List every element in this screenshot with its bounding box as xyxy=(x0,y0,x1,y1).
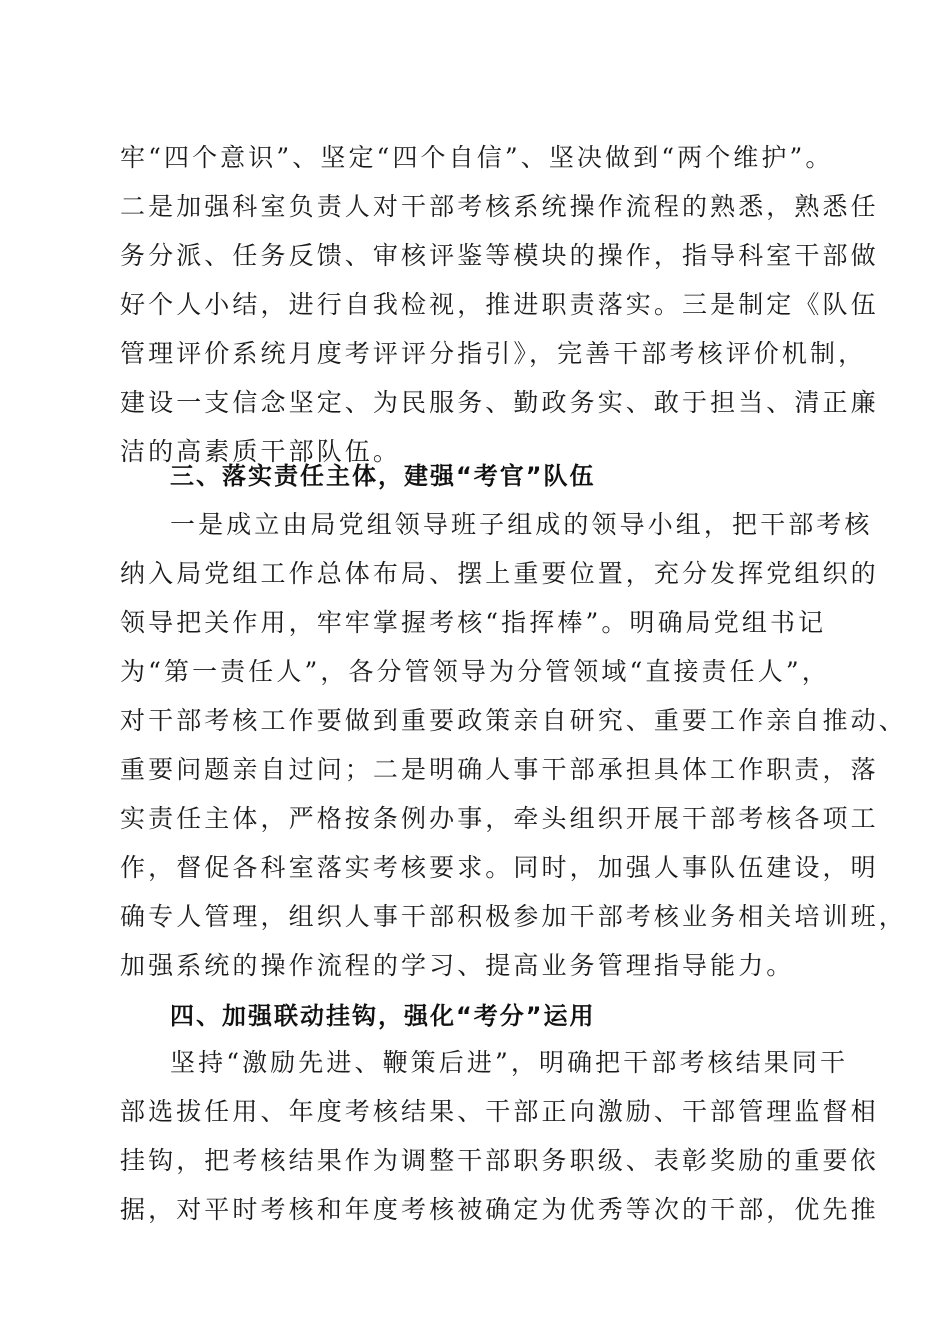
paragraph-line: 二是加强科室负责人对干部考核系统操作流程的熟悉，熟悉任 xyxy=(120,192,879,221)
paragraph-line: 建设一支信念坚定、为民服务、勤政务实、敢于担当、清正廉 xyxy=(120,388,879,417)
paragraph-line: 好个人小结，进行自我检视，推进职责落实。三是制定《队伍 xyxy=(120,290,879,319)
paragraph-line: 重要问题亲自过问；二是明确人事干部承担具体工作职责，落 xyxy=(120,755,879,784)
paragraph-line: 牢“四个意识”、坚定“四个自信”、坚决做到“两个维护”。 xyxy=(120,143,834,172)
paragraph-line: 对干部考核工作要做到重要政策亲自研究、重要工作亲自推动、 xyxy=(120,706,907,735)
paragraph-line: 实责任主体，严格按条例办事，牵头组织开展干部考核各项工 xyxy=(120,804,879,833)
paragraph-line: 确专人管理，组织人事干部积极参加干部考核业务相关培训班， xyxy=(120,902,907,931)
paragraph-line: 据，对平时考核和年度考核被确定为优秀等次的干部，优先推 xyxy=(120,1195,879,1224)
paragraph-line: 部选拔任用、年度考核结果、干部正向激励、干部管理监督相 xyxy=(120,1097,879,1126)
paragraph-line: 务分派、任务反馈、审核评鉴等模块的操作，指导科室干部做 xyxy=(120,241,879,270)
paragraph-line: 为“第一责任人”，各分管领导为分管领域“直接责任人”， xyxy=(120,657,830,686)
paragraph-line: 纳入局党组工作总体布局、摆上重要位置，充分发挥党组织的 xyxy=(120,559,879,588)
paragraph-line: 领导把关作用，牢牢掌握考核“指挥棒”。明确局党组书记 xyxy=(120,608,827,637)
section-heading: 四、加强联动挂钩，强化“考分”运用 xyxy=(170,1002,596,1030)
paragraph-line: 管理评价系统月度考评评分指引》，完善干部考核评价机制， xyxy=(120,339,867,368)
paragraph-line: 坚持“激励先进、鞭策后进”，明确把干部考核结果同干 xyxy=(170,1048,849,1077)
paragraph-line: 洁的高素质干部队伍。 xyxy=(120,437,402,466)
paragraph-line: 挂钩，把考核结果作为调整干部职务职级、表彰奖励的重要依 xyxy=(120,1146,879,1175)
paragraph-line: 作，督促各科室落实考核要求。同时，加强人事队伍建设，明 xyxy=(120,853,879,882)
section-heading: 三、落实责任主体，建强“考官”队伍 xyxy=(170,462,596,490)
paragraph-line: 加强系统的操作流程的学习、提高业务管理指导能力。 xyxy=(120,951,795,980)
paragraph-line: 一是成立由局党组领导班子组成的领导小组，把干部考核 xyxy=(170,510,873,539)
